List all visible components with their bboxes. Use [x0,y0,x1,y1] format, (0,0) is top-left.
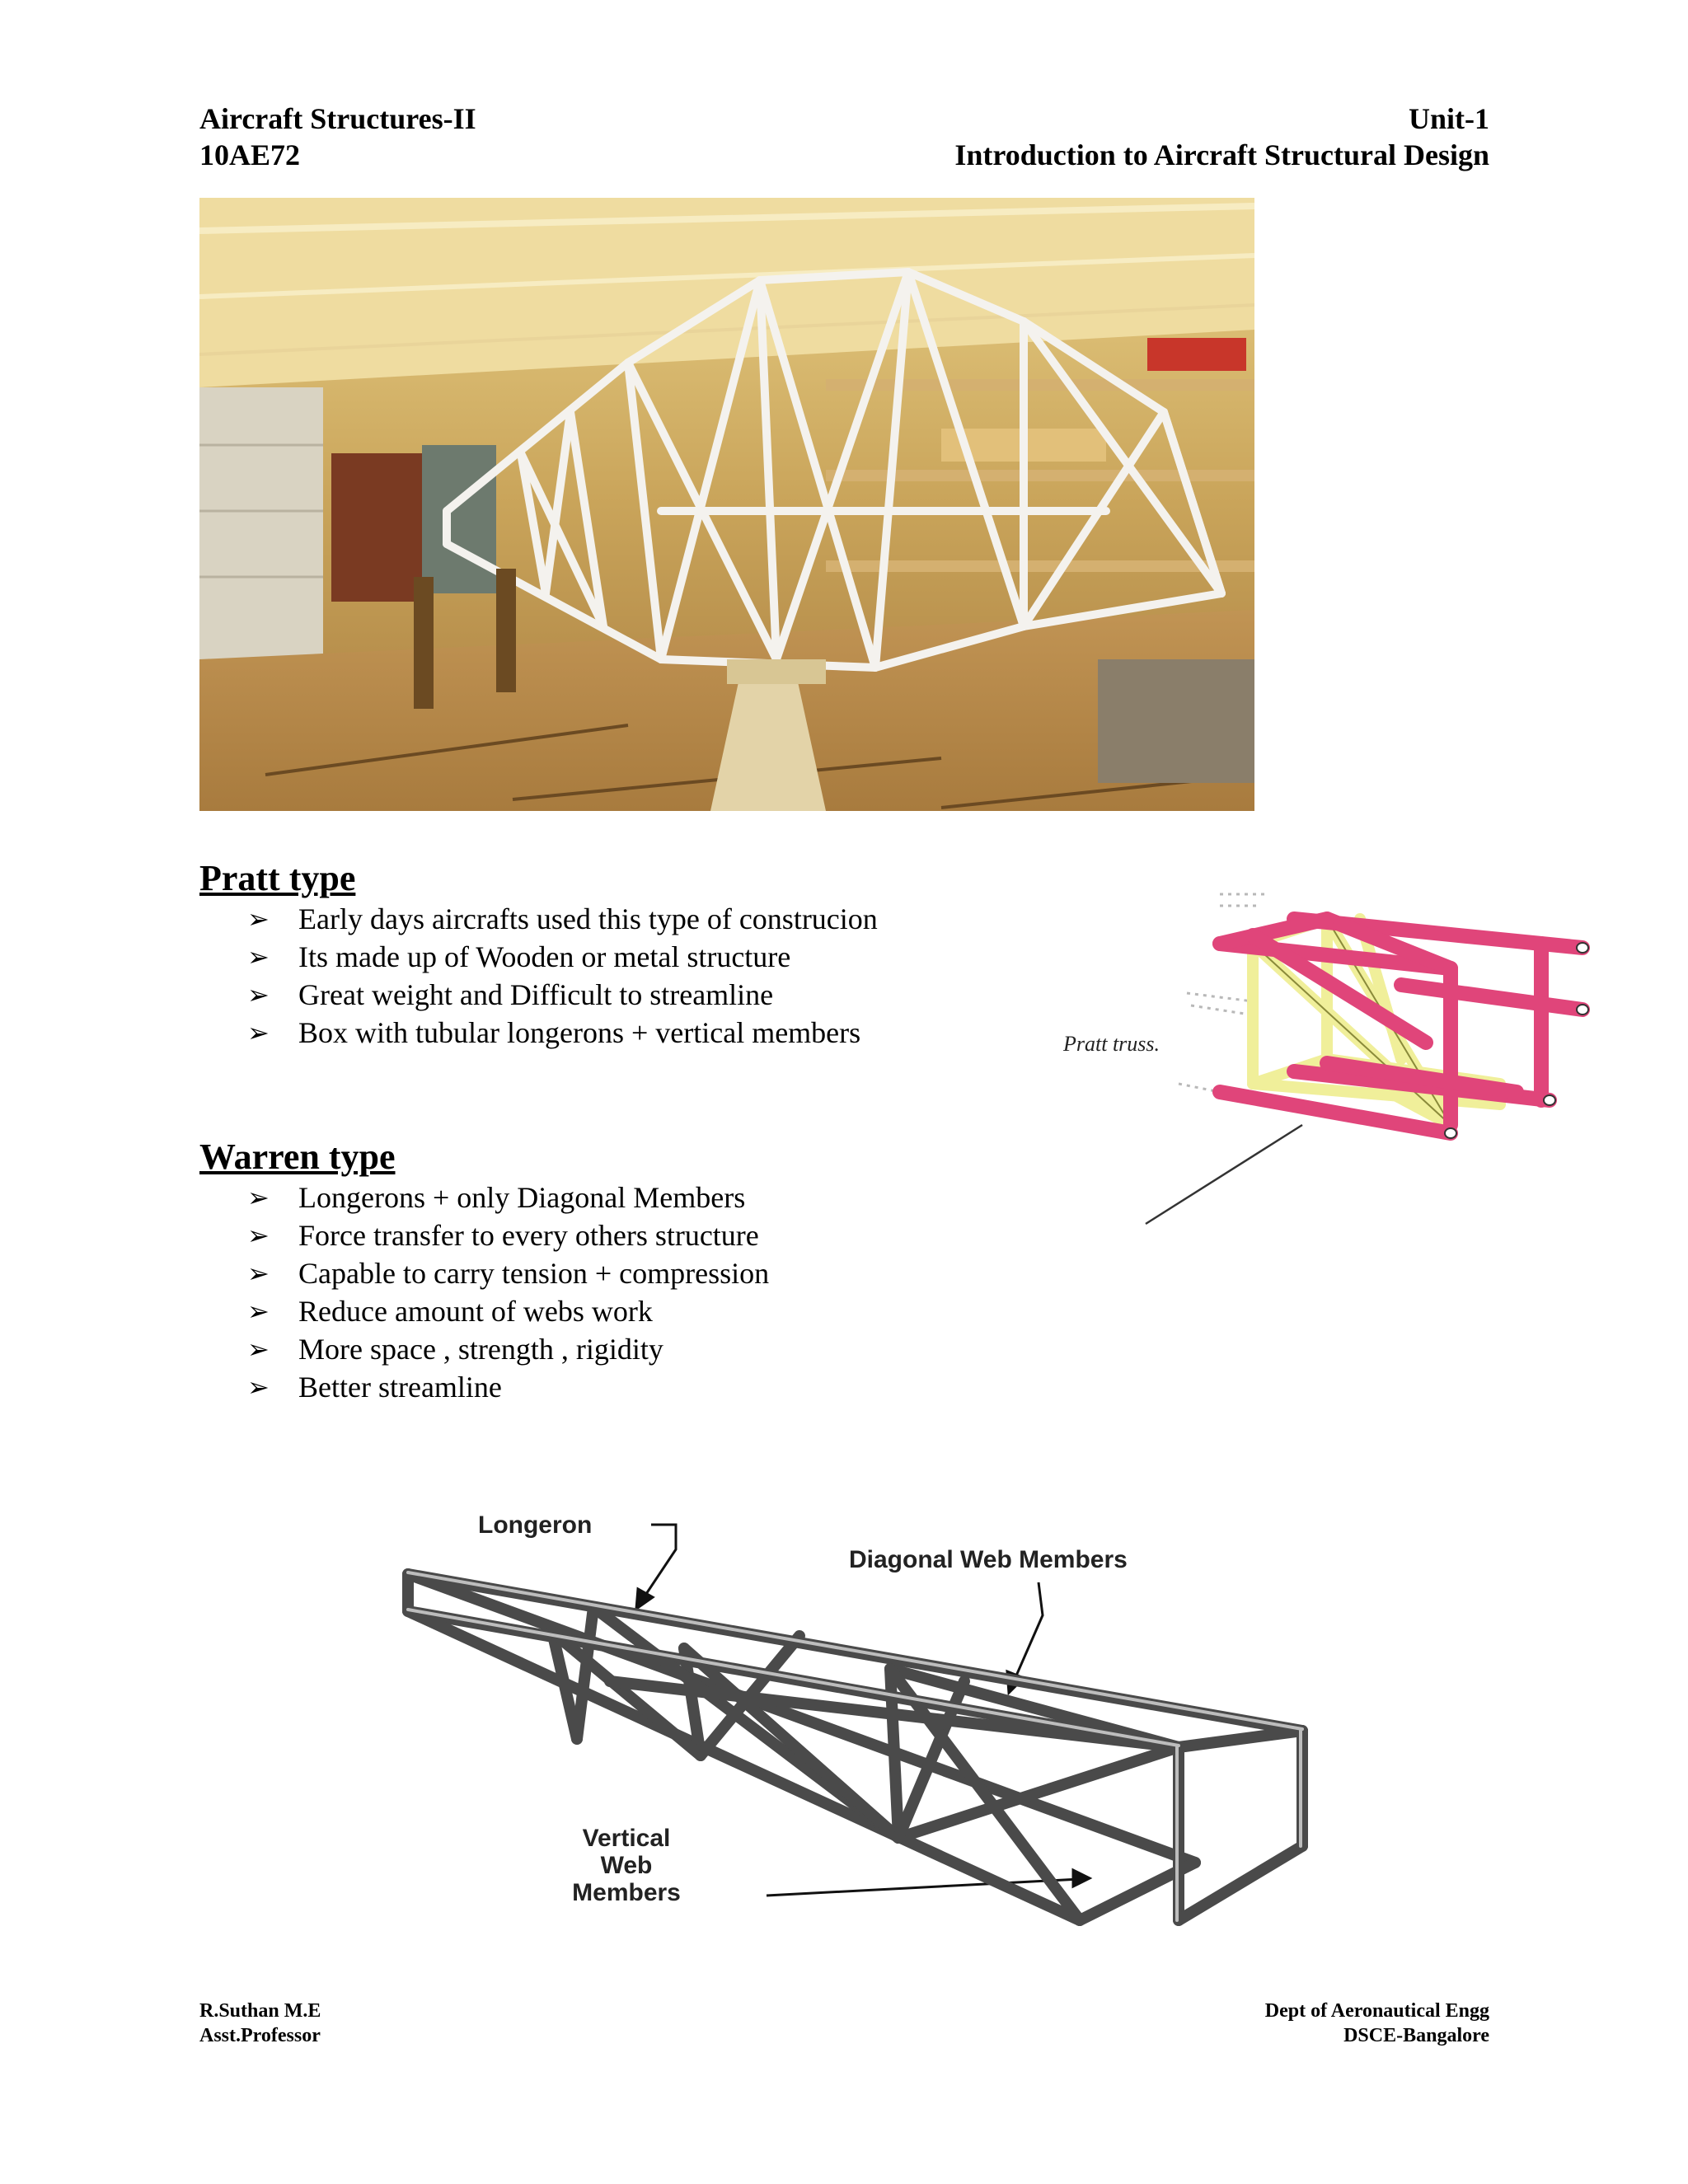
arrow-bullet-icon: ➢ [247,1372,270,1402]
arrow-bullet-icon: ➢ [247,1334,270,1364]
list-item: ➢ Its made up of Wooden or metal structure [247,938,878,976]
header-right [954,101,1489,173]
longeron-label: Longeron [478,1511,593,1539]
author-role: Asst.Professor [199,2025,321,2046]
institute-name: DSCE-Bangalore [1343,2025,1489,2046]
footer-right [1265,1999,1489,2048]
arrow-bullet-icon: ➢ [247,904,270,934]
arrow-bullet-icon: ➢ [247,980,270,1010]
diagonal-web-members-label: Diagonal Web Members [849,1546,1128,1573]
author-name: R.Suthan M.E [199,2000,321,2022]
warren-bullet-list [247,1179,769,1406]
arrow-bullet-icon: ➢ [247,1296,270,1326]
unit-label: Unit-1 [1409,102,1489,135]
list-item: ➢ Capable to carry tension + compression [247,1254,769,1292]
pratt-type-heading: Pratt type [199,858,356,898]
list-item: ➢ Better streamline [247,1368,769,1406]
pratt-bullet-list [247,900,878,1052]
warren-truss-diagram [387,1492,1335,1937]
list-item: ➢ Force transfer to every others structure [247,1216,769,1254]
topic-title: Introduction to Aircraft Structural Design [954,138,1489,171]
course-code: 10AE72 [199,138,301,171]
pratt-truss-figure [1055,886,1599,1232]
pratt-truss-caption: Pratt truss. [1063,1032,1160,1056]
arrow-bullet-icon: ➢ [247,1018,270,1047]
footer-left [199,1999,321,2048]
course-title: Aircraft Structures-II [199,102,476,135]
arrow-bullet-icon: ➢ [247,1258,270,1288]
list-item: ➢ Early days aircrafts used this type of construcion [247,900,878,938]
list-item: ➢ Longerons + only Diagonal Members [247,1179,769,1216]
arrow-bullet-icon: ➢ [247,1183,270,1212]
list-item: ➢ Great weight and Difficult to streamline [247,976,878,1014]
list-item: ➢ Box with tubular longerons + vertical members [247,1014,878,1052]
list-item: ➢ Reduce amount of webs work [247,1292,769,1330]
vertical-web-label-line2: Web [600,1852,653,1879]
fuselage-truss-photo [199,198,1254,811]
warren-type-heading: Warren type [199,1137,396,1177]
vertical-web-label-line3: Members [572,1879,681,1906]
vertical-web-label-line1: Vertical [582,1825,671,1852]
arrow-bullet-icon: ➢ [247,1221,270,1250]
department-name: Dept of Aeronautical Engg [1264,2000,1489,2022]
header-left [199,101,476,173]
list-item: ➢ More space , strength , rigidity [247,1330,769,1368]
arrow-bullet-icon: ➢ [247,942,270,972]
